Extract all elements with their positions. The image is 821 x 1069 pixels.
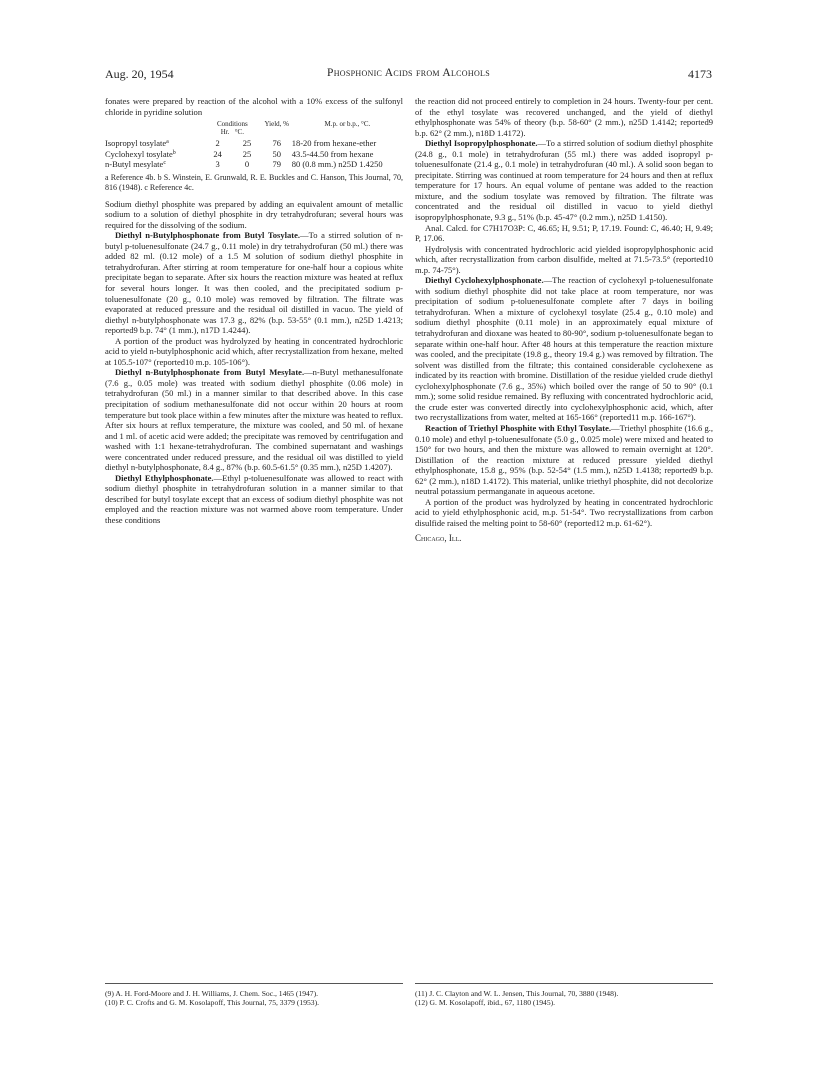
header-title: Phosphonic Acids from Alcohols bbox=[327, 67, 490, 79]
table-row bbox=[105, 159, 403, 170]
header-hr: Hr. bbox=[220, 128, 230, 137]
header-date: Aug. 20, 1954 bbox=[105, 67, 174, 81]
row-temp: 0 bbox=[244, 159, 250, 170]
reference-item: (10) P. C. Crofts and G. M. Kosolapoff, This Journal, 75, 3379 (1953). bbox=[105, 998, 320, 1008]
paragraph: Sodium diethyl phosphite was prepared by adding an equivalent amount of metallic sodium to a solution of diethyl phosphite in dry tetrahydrofuran; several hours was required for the dissolving of the sodium. bbox=[105, 198, 403, 230]
section-heading: Diethyl Ethylphosphonate. bbox=[115, 472, 214, 483]
paragraph: A portion of the product was hydrolyzed by heating in concentrated hydrochloric acid to yield ethylphosphonic acid, m.p. 51-54°. Two recrystallizations from carbon disulfide raised the melting point to 58-60° (reported12 m.p. 61-62°). bbox=[415, 496, 713, 528]
row-yield: 79 bbox=[272, 159, 281, 170]
row-hr: 3 bbox=[215, 159, 220, 170]
row-name: n-Butyl mesylate bbox=[105, 159, 164, 170]
location: Chicago, Ill. bbox=[415, 533, 462, 544]
section-heading: Reaction of Triethyl Phosphite with Ethyl Tosylate. bbox=[425, 422, 612, 433]
section-heading: Diethyl Cyclohexylphosphonate. bbox=[425, 275, 544, 286]
header-yield: Yield, % bbox=[264, 120, 289, 129]
row-yield: 50 bbox=[272, 148, 281, 159]
row-name: Isopropyl tosylate bbox=[105, 138, 167, 149]
right-column bbox=[415, 96, 713, 544]
row-mark: c bbox=[163, 160, 166, 167]
row-temp: 25 bbox=[242, 148, 252, 159]
section-heading: Diethyl Isopropylphosphonate. bbox=[425, 138, 538, 149]
row-hr: 2 bbox=[215, 138, 220, 149]
header-mp: M.p. or b.p., °C. bbox=[324, 120, 371, 129]
paragraph-body: n-Butyl methanesulfonate (7.6 g., 0.05 mole) was treated with sodium diethyl phosphite (0.06 mole) in tetrahydrofuran (50 ml.) in a manner similar to that described above. In this case precipitation of sodium methanesulfonate did not occur within 20 hours at room temperature but took place within a few minutes after the mixture was heated to reflux. After six hours at reflux temperature, the mixture was cooled, and 50 ml. of hexane and 1 ml. of acetic acid were added; the precipitate was removed by centrifugation and washed with 1:1 hexane-tetrahydrofuran. The combined supernatant and washings were concentrated under reduced pressure, and the residual oil was distilled to yield diethyl n-butylphosphonate, 8.4 g., 87% (b.p. 60.5-61.5° (0.35 mm.), n25D 1.4207). bbox=[105, 367, 403, 473]
row-temp: 25 bbox=[242, 138, 252, 149]
paragraph: Diethyl Ethylphosphonate.—Ethyl p-toluenesulfonate was allowed to react with sodium diethyl phosphite in tetrahydrofuran solution in a manner similar to that described for butyl tosylate except that an excess of sodium diethyl phosphite was not employed and the reaction mixture was not warmed above room temperature. Under these conditions bbox=[105, 472, 403, 525]
section-heading: Diethyl n-Butylphosphonate from Butyl Mesylate. bbox=[115, 367, 305, 378]
table-row bbox=[105, 149, 403, 160]
table-header bbox=[105, 120, 403, 138]
row-mark: a bbox=[166, 139, 169, 146]
paragraph: A portion of the product was hydrolyzed by heating in concentrated hydrochloric acid to yield n-butylphosphonic acid which, after recrystallization from hexane, melted at 105.5-107° (reported10 m.p. 105-106°). bbox=[105, 335, 403, 367]
paragraph: Diethyl n-Butylphosphonate from Butyl Tosylate.—To a stirred solution of n-butyl p-toluenesulfonate (24.7 g., 0.11 mole) in dry tetrahydrofuran (50 ml.) there was added 82 ml. (0.12 mole) of a 1.5 M solution of sodium diethyl phosphite in tetrahydrofuran. After stirring at room temperature for one-half hour a copious white precipitate began to separate. After six hours the reaction mixture was heated at reflux for several hours longer. It was then cooled, and the precipitated sodium p-toluenesulfonate (20 g., 0.10 mole) was removed by filtration. The filtrate was evaporated at reduced pressure and the residual oil distilled in vacuo. The yield of diethyl n-butylphosphonate was 17.3 g., 82% (b.p. 53-55° (0.1 mm.), n25D 1.4213; reported9 b.p. 74° (1 mm.), n17D 1.4244). bbox=[105, 230, 403, 336]
reference-item: (12) G. M. Kosolapoff, ibid., 67, 1180 (1945). bbox=[415, 998, 556, 1008]
header-conditions: Conditions bbox=[216, 120, 248, 129]
paragraph: Diethyl Cyclohexylphosphonate.—The reaction of cyclohexyl p-toluenesulfonate with sodium diethyl phosphite did not take place at room temperature, nor was precipitation of sodium p-toluenesulfonate complete after 7 days in boiling tetrahydrofuran. When a mixture of cyclohexyl tosylate (25.4 g., 0.10 mole) and sodium diethyl phosphite (0.11 mole) in an approximately equal mixture of tetrahydrofuran and dioxane was heated to 80-90°, sodium p-toluenesulfonate began to separate within one-half hour. After 48 hours at this temperature the reaction mixture was cooled, and the precipitate (19.8 g., theory 19.4 g.) was removed by filtration. The solvent was distilled from the filtrate; this contained considerable cyclohexene as indicated by its reaction with bromine. Distillation of the residue yielded crude diethyl cyclohexylphosphonate (7.6 g., 35%) which boiled over the range of 50 to 90° (0.1 mm.); some solid residue remained. By refluxing with concentrated hydrochloric acid, the crude ester was converted directly into cyclohexylphosphonic acid, which, after two recrystallizations from water, melted at 165-166° (reported11 m.p. 166-167°). bbox=[415, 275, 713, 423]
page-number: 4173 bbox=[688, 67, 712, 81]
row-hr: 24 bbox=[213, 148, 222, 159]
paragraph-body: To a stirred solution of sodium diethyl phosphite (24.8 g., 0.1 mole) in tetrahydrofuran (55 ml.) there was added isopropyl p-toluenesulfonate (21.4 g., 0.1 mole) in tetrahydrofuran (40 ml.). A solid soon began to precipitate. Stirring was continued at room temperature for 24 hours and then at reflux temperature for 17 hours. An equal volume of pentane was added to the reaction mixture, and the sodium tosylate was removed by filtration. The filtrate was concentrated and the residual oil distilled in vacuo to yield diethyl isopropylphosphonate, 9.3 g., 51% (b.p. 45-47° (0.2 mm.), n25D 1.4150). bbox=[415, 138, 713, 223]
row-mp: 80 (0.8 mm.) n25D 1.4250 bbox=[291, 159, 383, 170]
paragraph: Hydrolysis with concentrated hydrochloric acid yielded isopropylphosphonic acid which, after recrystallization from carbon disulfide, melted at 71.5-73.5° (reported10 m.p. 74-75°). bbox=[415, 243, 713, 275]
left-column bbox=[105, 96, 403, 526]
running-header bbox=[105, 67, 712, 83]
paragraph-body: The reaction of cyclohexyl p-toluenesulfonate with sodium diethyl phosphite did not take place at room temperature, nor was precipitation of sodium p-toluenesulfonate complete after 7 days in boiling tetrahydrofuran. When a mixture of cyclohexyl tosylate (25.4 g., 0.10 mole) and sodium diethyl phosphite (0.11 mole) in an approximately equal mixture of tetrahydrofuran and dioxane was heated to 80-90°, sodium p-toluenesulfonate began to separate within one-half hour. After 48 hours at this temperature the reaction mixture was cooled, and the precipitate (19.8 g., theory 19.4 g.) was removed by filtration. The solvent was distilled from the filtrate; this contained considerable cyclohexene as indicated by its reaction with bromine. Distillation of the residue yielded crude diethyl cyclohexylphosphonate (7.6 g., 35%) which boiled over the range of 50 to 90° (0.1 mm.); some solid residue remained. By refluxing with concentrated hydrochloric acid, the crude ester was converted directly into cyclohexylphosphonic acid, which, after two recrystallizations from water, melted at 165-166° (reported11 m.p. 166-167°). bbox=[415, 275, 713, 423]
paragraph: Reaction of Triethyl Phosphite with Ethyl Tosylate.—Triethyl phosphite (16.6 g., 0.10 mole) and ethyl p-toluenesulfonate (5.0 g., 0.025 mole) were mixed and heated to 150° for two hours, and then the mixture was allowed to remain overnight at 120°. Distillation of the reaction mixture at reduced pressure yielded diethyl ethylphosphonate, 15.8 g., 95% (b.p. 52-54° (1.5 mm.), n25D 1.4138; reported9 b.p. 62° (2 mm.), n18D 1.4172). This material, unlike triethyl phosphite, did not decolorize neutral potassium permanganate in aqueous acetone. bbox=[415, 422, 713, 497]
table-footnotes: a Reference 4b. b S. Winstein, E. Grunwald, R. E. Buckles and C. Hanson, This Journal, 70, 816 (1948). c Reference 4c. bbox=[105, 172, 403, 192]
reference-item: (9) A. H. Ford-Moore and J. H. Williams, J. Chem. Soc., 1465 (1947). bbox=[105, 989, 319, 998]
table-row bbox=[105, 138, 403, 149]
paragraph-body: Triethyl phosphite (16.6 g., 0.10 mole) and ethyl p-toluenesulfonate (5.0 g., 0.025 mole) were mixed and heated to 150° for two hours, and then the mixture was allowed to remain overnight at 120°. Distillation of the reaction mixture at reduced pressure yielded diethyl ethylphosphonate, 15.8 g., 95% (b.p. 52-54° (1.5 mm.), n25D 1.4138; reported9 b.p. 62° (2 mm.), n18D 1.4172). This material, unlike triethyl phosphite, did not decolorize neutral potassium permanganate in aqueous acetone. bbox=[415, 422, 713, 497]
references-right bbox=[415, 983, 713, 1008]
row-name: Cyclohexyl tosylate bbox=[105, 148, 173, 159]
analysis: Anal. Calcd. for C7H17O3P: C, 46.65; H, 9.51; P, 17.19. Found: C, 46.40; H, 9.49; P, 17.06. bbox=[415, 222, 713, 244]
paragraph: Diethyl Isopropylphosphonate.—To a stirred solution of sodium diethyl phosphite (24.8 g., 0.1 mole) in tetrahydrofuran (55 ml.) there was added isopropyl p-toluenesulfonate (21.4 g., 0.1 mole) in tetrahydrofuran (40 ml.). A solid soon began to precipitate. Stirring was continued at room temperature for 24 hours and then at reflux temperature for 17 hours. An equal volume of pentane was added to the reaction mixture, and the sodium tosylate was removed by filtration. The filtrate was concentrated and the residual oil distilled in vacuo to yield diethyl isopropylphosphonate, 9.3 g., 51% (b.p. 45-47° (0.2 mm.), n25D 1.4150). bbox=[415, 138, 713, 223]
paragraph-body: Ethyl p-toluenesulfonate was allowed to react with sodium diethyl phosphite in tetrahydrofuran solution in a manner similar to that described for butyl tosylate except that an excess of sodium diethyl phosphite was not employed and the reaction mixture was not warmed above room temperature. Under these conditions bbox=[105, 472, 403, 525]
references-left bbox=[105, 983, 403, 1008]
section-heading: Diethyl n-Butylphosphonate from Butyl Tosylate. bbox=[115, 230, 301, 241]
sulfonate-table bbox=[105, 120, 403, 170]
row-mark: b bbox=[172, 149, 176, 156]
header-deg: °C. bbox=[234, 128, 244, 137]
row-mp: 43.5-44.50 from hexane bbox=[291, 148, 374, 159]
reference-item: (11) J. C. Clayton and W. L. Jensen, This Journal, 70, 3880 (1948). bbox=[415, 989, 619, 998]
paragraph: the reaction did not proceed entirely to completion in 24 hours. Twenty-four per cent. of the ethyl tosylate was recovered unchanged, and the yield of diethyl ethylphosphonate was 54% of theory (b.p. 58-60° (2 mm.), n25D 1.4142; reported9 b.p. 62° (2 mm.), n18D 1.4172). bbox=[415, 96, 713, 138]
paragraph: Diethyl n-Butylphosphonate from Butyl Mesylate.—n-Butyl methanesulfonate (7.6 g., 0.05 mole) was treated with sodium diethyl phosphite (0.06 mole) in tetrahydrofuran (50 ml.) in a manner similar to that described above. In this case precipitation of sodium methanesulfonate did not occur within 20 hours at room temperature but took place within a few minutes after the mixture was heated to reflux. After six hours at reflux temperature, the mixture was cooled, and 50 ml. of hexane and 1 ml. of acetic acid were added; the precipitate was removed by centrifugation and washed with 1:1 hexane-tetrahydrofuran. The combined supernatant and washings were concentrated under reduced pressure, and the residual oil was distilled to yield diethyl n-butylphosphonate, 8.4 g., 87% (b.p. 60.5-61.5° (0.35 mm.), n25D 1.4207). bbox=[105, 367, 403, 473]
intro-text: fonates were prepared by reaction of the alcohol with a 10% excess of the sulfonyl chloride in pyridine solution bbox=[105, 96, 403, 117]
row-yield: 76 bbox=[272, 138, 281, 149]
paragraph-body: To a stirred solution of n-butyl p-toluenesulfonate (24.7 g., 0.11 mole) in dry tetrahydrofuran (50 ml.) there was added 82 ml. (0.12 mole) of a 1.5 M solution of sodium diethyl phosphite in tetrahydrofuran. After stirring at room temperature for one-half hour a copious white precipitate began to separate. After six hours the reaction mixture was heated at reflux for several hours longer. It was then cooled, and the precipitated sodium p-toluenesulfonate (20 g., 0.10 mole) was removed by filtration. The filtrate was evaporated at reduced pressure and the residual oil distilled in vacuo. The yield of diethyl n-butylphosphonate was 17.3 g., 82% (b.p. 53-55° (0.1 mm.), n25D 1.4213; reported9 b.p. 74° (1 mm.), n17D 1.4244). bbox=[105, 230, 403, 336]
row-mp: 18-20 from hexane-ether bbox=[291, 138, 377, 149]
